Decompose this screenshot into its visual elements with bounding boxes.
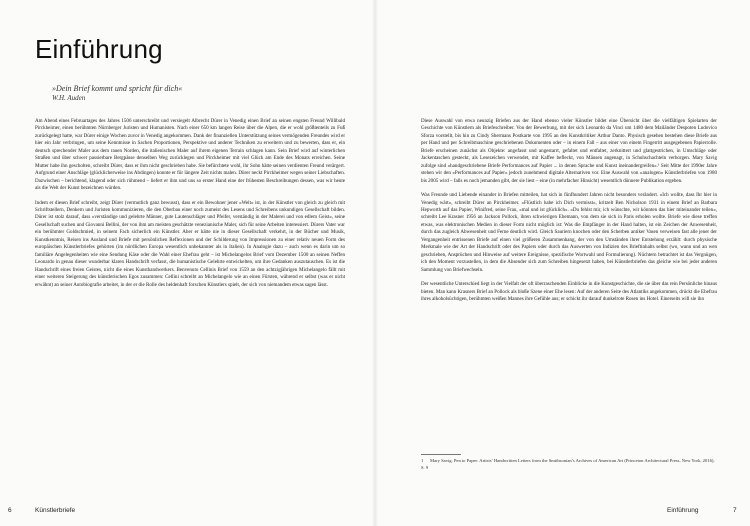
right-page <box>375 0 750 526</box>
footnote-divider <box>421 454 461 455</box>
chapter-title: Einführung <box>35 34 163 64</box>
epigraph-quote: »Dein Brief kommt und spricht für dich« <box>52 84 183 93</box>
left-body-text <box>35 118 345 289</box>
footnote <box>421 458 717 471</box>
right-body-text <box>421 118 717 303</box>
body-paragraph: Was Freunde und Liebende einander in Briefen mitteilen, hat sich in fünfhundert Jahren nicht besonders verändert. »Ich wollte, dass Ihr hier in Venedig wärt«, schreibt Dürer an Pirckheimer. »Flüstlich habe ich Dich vermisst«, kritzelt Ben Nicholson 1931 in einem Brief an Barbara Hepworth auf das Papier, Winifred, seine Frau, »mal und ist glücklich«. »Du fehlst mir, ich wünschte, wir könnten das hier miteinander teilen«, schreibt Lee Krasner 1956 an Jackson Pollock, ihren schwierigen Ehemann, von dem sie sich in Paris erholen wollte. Briefe wie diese treffen etwas, was elektronischen Medien in dieser Form nicht möglich ist: Was die Empfänger in der Hand halten, ist ein Zeichen der Anwesenheit, durch das zugleich Abwesenheit und Ferne deutlich wird. Gleich Sauriern knochen oder den Scherben antiker Vasen verweisen fast alle jener der Vergangenheit entrissenen Briefe auf einen viel größeren Zusammenhang, der von den Umständen ihrer Entstehung erzählt: durch physische Merkmale wie der Art der Handschrift oder des Papiers oder durch das Auswerten von Indizien des Brieftinhalts selbst (wo, wann und an wen geschrieben, Ansprüchen und Hinweise auf weitere Ereignisse, spezifische Wortwahl und Formulierung). Nüchtern betrachtet ist das Vergnügen, ich den Moment vorzustellen, in dem die Absender sich zum Schreiben hingesetzt haben, bei Künstlerbriefen das gleiche wie bei jeder anderen Sammlung von Briefwechseln. <box>421 192 717 273</box>
body-paragraph: Diese Auswahl von etwa neunzig Briefen aus der Hand ebenso vieler Künstler bildet eine Übersicht über die vielfältigen Spielarten der Geschichte von Künstlern als Briefeschreiber. Von der Bewerbung, mit der sich Leonardo da Vinci um 1480 dem Mailänder Despoten Ludovico Sforza vorstellt, bis hin zu Cindy Shermans Postkarte von 1995 an den Kunstkritiker Arthur Danto. Physisch gesehen bestehen diese Briefe aus per Hand und per Schreibmaschine geschriebenen Dokumenten oder – in einem Fall – aus einer von einem Fingerritt ausgegebenen Papierrolle. Briefe erscheinen zunächst als Objekte: angefasst und angestarrt, gefaltet und entfaltet, zerknittert und glattgestrichen, in Umschläge oder Jackentaschen gesteckt, als Lesezeichen verwendet, mit Kaffee befleckt, von Mäusen angenagt, in Schuhschachteln verborgen. Mary Savig zufolge sind »handgeschriebene Briefe Performances auf Papier ... in denen Sprache und Kunst ineinandergreifen«.¹ Seit Mitte der 1990er Jahre stehen wir den »Performances auf Papier« jedoch zunehmend digitale Alternativen vor. Eine Auswahl von »analogen« Künstlerbriefen von 1980 bis 2005 wird – falls es noch jemanden gibt, der sie liest – eine (in mehrfacher Hinsicht) wesentlich dünnere Publikation ergeben. <box>421 118 717 184</box>
body-paragraph: Am Abend eines Februartages des Jahres 1506 unterschreibt und versiegelt Albrecht Dürer in Venedig einen Brief an seinen engsten Freund Willibald Pirckheimer, einen berühmten Nürnberger Juristen und Humanisten. Nach einer 650 km langen Reise über die Alpen, die er wohl größtenteils zu Fuß zurückgelegt hatte, war Dürer einige Wochen zuvor in Venedig angekommen. Dank der finanziellen Unterstützung seines vermögenden Freundes wird er hier ein Jahr verbringen, um seine Kenntnisse in Sachen Proportionen, Perspektive und anderer Techniken zu erweitern und zu bewerten, dass er, ein deutsch sprechender Maler aus dem rauen Norden, die italienischen Maler auf ihrem eigenen Terrain schlagen kann. Sein Brief wird auf winterlichen Straßen und über schwer passierbare Bergpässe denselben Weg zurücklegen und Pirckheimer mit viel Glück am Ende des Monats erreichen. Seine Mutter habe ihn gescholten, schreibt Dürer, dass er ihm nicht geschrieben habe. Sie befürchtete wohl, ihr Sohn hätte seinen verdienten Freund verärgert. Aufgrund einer Anschläge (glücklicherweise ins Abdingen) konnte er für längere Zeit nichts malen. Dürer neckt Pirckheimer wegen seiner Liebschaften. Dazwischen – berichtend, klagend oder sich rühmend – liefert er ihm und uns so erster Hand eine der frühesten Beschreibungen dessen, was wir heute als die Welt der Kunst bezeichnen würden. <box>35 118 345 192</box>
running-head: Künstlerbriefe <box>35 507 76 514</box>
running-head: Einführung <box>667 507 699 514</box>
body-paragraph: Indem er diesen Brief schreibt, zeigt Dürer (vermutlich ganz bewusst), dass er ein Bewohner jener »Welt« ist, in der Künstler von gleich zu gleich mit Schriftstellern, Denkern und Juristen kommunizieren, die den Oberbau einer noch zumeist des Lesens und Schreibens unkundigen Gesellschaft bilden. Dürer ist stolz darauf, dass »verständige und gelehrte Männer, gute Lautenschläger und Pfeifer, verständig in der Malerei und von edlem Geist«, seine Gesellschaft suchen und Giovanni Bellini, der von ihm am meisten geschätzte venezianische Maler, sich für seine Arbeiten interessiert. Dürers Vater war ein berühmter Goldschmied, in seinem Fach sicherlich ein Künstler. Aber er hätte nie in dieser Gesellschaft verkehrt, in der Bücher und Musik, Kunstkenntnis, Reisen ins Ausland und Briefe mit persönlichen Reflexionen und der Schilderung von Impressionen zu einer relativ neuen Form des europäischen Künstlerbriefes gehörten (im nördlichen Europa wesentlich unbekannter als in Italien). In Analogie dazu – auch wenn es darin um so familiäre Angelegenheiten wie eine Sendung Käse oder die Wahl einer Ehefrau geht – ist Michelangelos Brief vom Dezember 1500 an seinen Neffen Leonardo in genau dieser wunderbar klaren Handschrift verfasst, die humanistische Gelehrte entwickelten, um ihre Gedanken auszutauschen. Es ist die Handschrift eines freien Geistes, nicht die eines Kunsthandwerkers. Benvenuto Cellinis Brief von 1559 an den achtzigjährigen Michelangelo fällt mit einer weiteren Steigerung des künstlerischen Egos zusammen: Cellini schreibt an Michelangelo wie an einen Fürsten, während er selbst (was er nicht erwähnt) an seiner Autobiografie arbeitet, in der er die Rolle des heldenhaft forschen Künstlers spielt, der sich von niemandem etwas sagen lässt. <box>35 199 345 288</box>
epigraph-author: W.H. Auden <box>52 93 86 102</box>
page-number: 7 <box>733 507 737 514</box>
page-number: 6 <box>8 507 12 514</box>
epigraph <box>52 84 182 103</box>
footnote-text: Mary Savig, Pen to Paper: Artists’ Handwritten Letters from the Smithsonian’s Archives of American Art (Princeton Architectural Press, New York, 2016), S. 9 <box>421 458 715 470</box>
body-paragraph: Der wesentliche Unterschied liegt in der Vielfalt der oft überraschenden Einblicke in die Kunstgeschichte, die sie über das rein Persönliche hinaus bieten. Man kann Krasners Brief an Pollock als bloße Szene einer Ehe lesen: Auf der anderen Seite des Atlantiks angekommen, drückt die Ehefrau ihres alkoholsüchtigen, berühmten weißen Mannes ihre Gefühle aus; er schickt ihr darauf dunkelrote Rosen ins Hotel. Einerseits will sie ihn <box>421 281 717 302</box>
footnote-number: 1 <box>421 458 424 463</box>
